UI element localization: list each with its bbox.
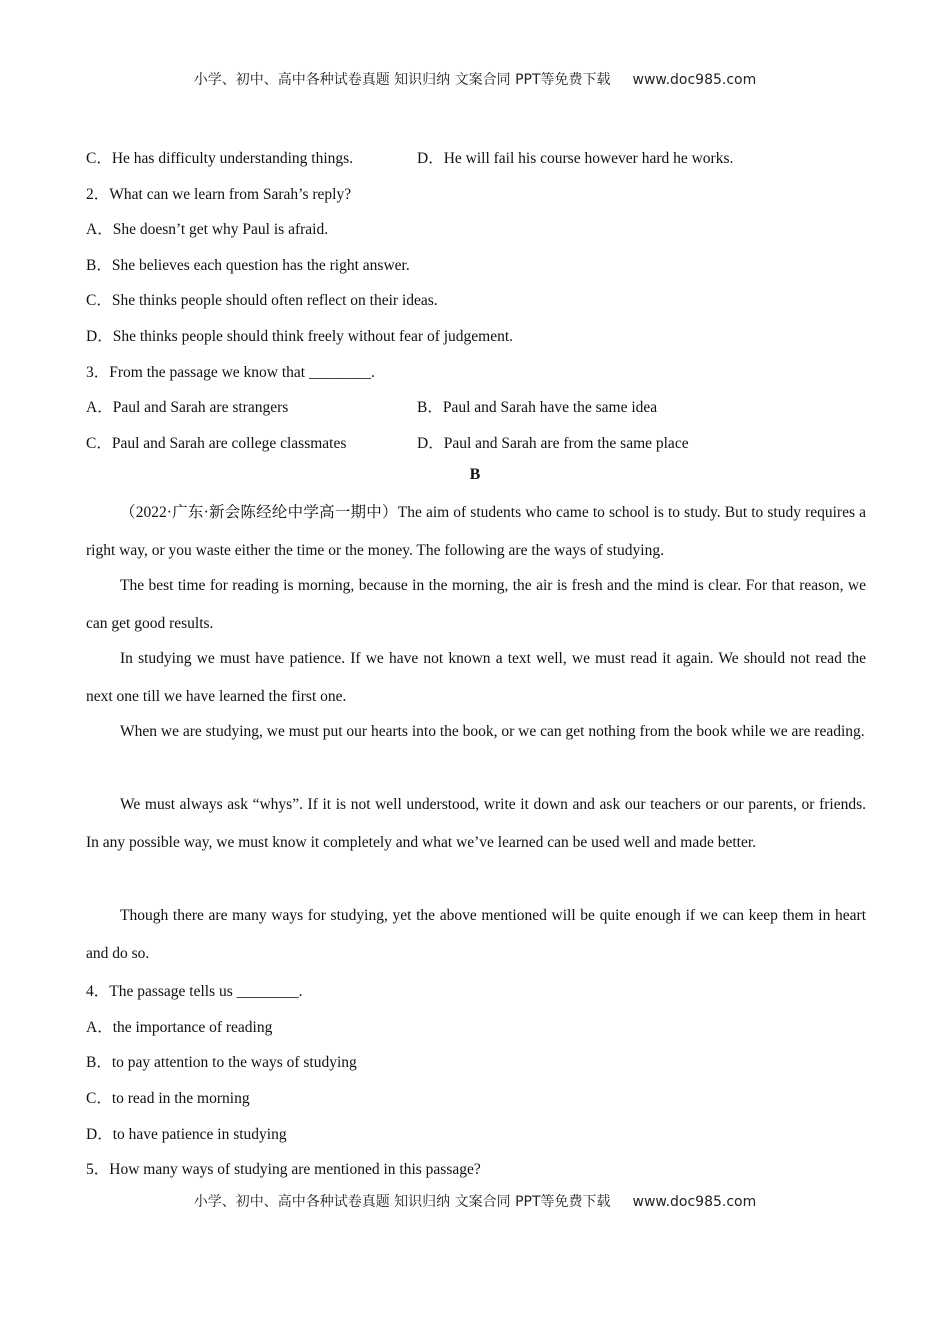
q4-option-a: A．the importance of reading (86, 1019, 273, 1036)
passage-paragraph-3: In studying we must have patience. If we have not known a text well, we must read it again. We should not read the next one till we have learned the first one. (86, 650, 866, 705)
q4-option-b: B．to pay attention to the ways of studying (86, 1054, 357, 1071)
q4-option-d: D．to have patience in studying (86, 1126, 287, 1143)
q1-option-c: C．He has difficulty understanding things. (86, 150, 354, 167)
q2-option-d: D．She thinks people should think freely without fear of judgement. (86, 328, 514, 345)
footer-text: 小学、初中、高中各种试卷真题 知识归纳 文案合同 PPT等免费下载 (193, 1194, 611, 1210)
footer-site-link[interactable]: www.doc985.com (632, 1194, 757, 1210)
q3-stem: 3．From the passage we know that ________. (86, 364, 375, 381)
q5-stem: 5．How many ways of studying are mentioned in this passage? (86, 1161, 481, 1178)
page-header (0, 69, 950, 89)
q3-option-b: B．Paul and Sarah have the same idea (417, 399, 658, 416)
q2-option-c: C．She thinks people should often reflect on their ideas. (86, 292, 438, 309)
q2-option-b: B．She believes each question has the right answer. (86, 257, 410, 274)
q3-option-d: D．Paul and Sarah are from the same place (417, 435, 689, 452)
passage-paragraph-5: We must always ask “whys”. If it is not well understood, write it down and ask our teachers or our parents, or friends. In any possible way, we must know it completely and what we’ve learned can be used well and made better. (86, 796, 866, 851)
q2-stem: 2．What can we learn from Sarah’s reply? (86, 186, 352, 203)
q4-stem: 4．The passage tells us ________. (86, 983, 303, 1000)
section-b-title: B (469, 466, 481, 483)
page-footer (0, 1191, 950, 1211)
passage-paragraph-2: The best time for reading is morning, because in the morning, the air is fresh and the mind is clear. For that reason, we can get good results. (86, 577, 866, 632)
q2-option-a: A．She doesn’t get why Paul is afraid. (86, 221, 329, 238)
passage-paragraph-4: When we are studying, we must put our hearts into the book, or we can get nothing from the book while we are reading. (120, 723, 865, 740)
passage-paragraph-6: Though there are many ways for studying, yet the above mentioned will be quite enough if we can keep them in heart and do so. (86, 907, 866, 962)
header-text: 小学、初中、高中各种试卷真题 知识归纳 文案合同 PPT等免费下载 (193, 72, 611, 88)
q4-option-c: C．to read in the morning (86, 1090, 250, 1107)
q1-option-d: D．He will fail his course however hard he works. (417, 150, 734, 167)
passage-paragraph-1: （2022·广东·新会陈经纶中学高一期中）The aim of students who came to school is to study. But to study requires a right way, or you waste either the time or the money. The following are the ways of studying. (86, 504, 866, 559)
header-site-link[interactable]: www.doc985.com (632, 72, 757, 88)
q3-option-c: C．Paul and Sarah are college classmates (86, 435, 347, 452)
q3-option-a: A．Paul and Sarah are strangers (86, 399, 289, 416)
